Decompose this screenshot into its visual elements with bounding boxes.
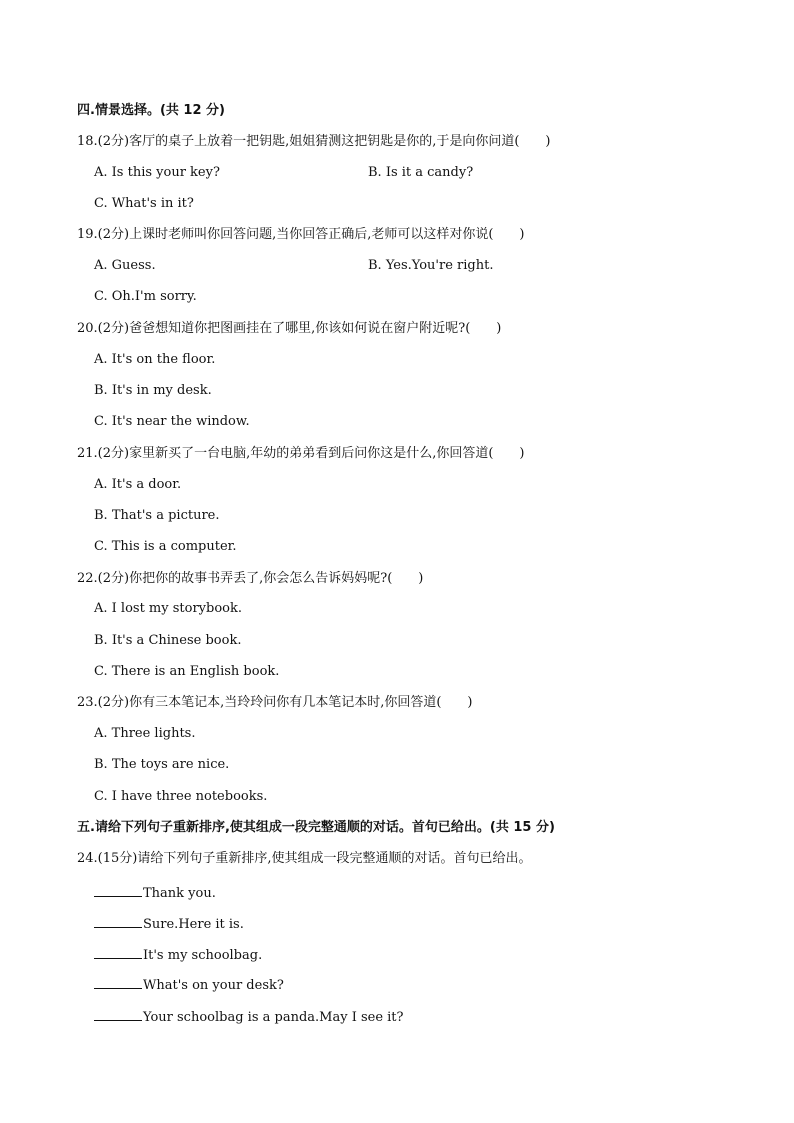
reorder-item (94, 976, 284, 994)
reorder-item-text: It's my schoolbag. (143, 948, 263, 963)
question-20-option-c: C. It's near the window. (94, 414, 250, 429)
question-21-option-a: A. It's a door. (94, 477, 182, 492)
question-18-option-c: C. What's in it? (94, 196, 194, 211)
question-21-option-c: C. This is a computer. (94, 539, 237, 554)
question-22-option-c: C. There is an English book. (94, 664, 280, 679)
reorder-item (94, 946, 262, 964)
question-22-stem: 22.(2分)你把你的故事书弄丢了,你会怎么告诉妈妈呢?( ) (77, 571, 424, 586)
section-5-title: 五.请给下列句子重新排序,使其组成一段完整通顺的对话。首句已给出。(共 15 分) (77, 820, 555, 835)
answer-blank[interactable] (94, 884, 142, 897)
question-21-option-b: B. That's a picture. (94, 508, 220, 523)
question-19-stem: 19.(2分)上课时老师叫你回答问题,当你回答正确后,老师可以这样对你说( ) (77, 227, 525, 242)
question-22-option-b: B. It's a Chinese book. (94, 633, 242, 648)
reorder-item (94, 915, 244, 933)
question-23-option-c: C. I have three notebooks. (94, 789, 268, 804)
reorder-item-text: Sure.Here it is. (143, 917, 244, 932)
reorder-item-text: Your schoolbag is a panda.May I see it? (143, 1010, 404, 1025)
question-23-option-b: B. The toys are nice. (94, 757, 230, 772)
question-19-option-c: C. Oh.I'm sorry. (94, 289, 197, 304)
reorder-item-text: What's on your desk? (143, 978, 284, 993)
question-23-stem: 23.(2分)你有三本笔记本,当玲玲问你有几本笔记本时,你回答道( ) (77, 695, 473, 710)
reorder-item-text: Thank you. (143, 886, 216, 901)
answer-blank[interactable] (94, 915, 142, 928)
reorder-item (94, 884, 216, 902)
question-19-option-b: B. Yes.You're right. (368, 258, 494, 273)
answer-blank[interactable] (94, 976, 142, 989)
section-4-title: 四.情景选择。(共 12 分) (77, 103, 225, 118)
question-18-option-a: A. Is this your key? (94, 165, 220, 180)
answer-blank[interactable] (94, 1008, 142, 1021)
question-23-option-a: A. Three lights. (94, 726, 196, 741)
question-18-option-b: B. Is it a candy? (368, 165, 474, 180)
question-20-stem: 20.(2分)爸爸想知道你把图画挂在了哪里,你该如何说在窗户附近呢?( ) (77, 321, 502, 336)
question-20-option-a: A. It's on the floor. (94, 352, 216, 367)
answer-blank[interactable] (94, 946, 142, 959)
question-18-stem: 18.(2分)客厅的桌子上放着一把钥匙,姐姐猜测这把钥匙是你的,于是向你问道( ) (77, 134, 551, 149)
question-20-option-b: B. It's in my desk. (94, 383, 212, 398)
question-19-option-a: A. Guess. (94, 258, 156, 273)
question-21-stem: 21.(2分)家里新买了一台电脑,年幼的弟弟看到后问你这是什么,你回答道( ) (77, 446, 525, 461)
question-22-option-a: A. I lost my storybook. (94, 601, 243, 616)
reorder-item (94, 1008, 404, 1026)
question-24-stem: 24.(15分)请给下列句子重新排序,使其组成一段完整通顺的对话。首句已给出。 (77, 851, 532, 866)
